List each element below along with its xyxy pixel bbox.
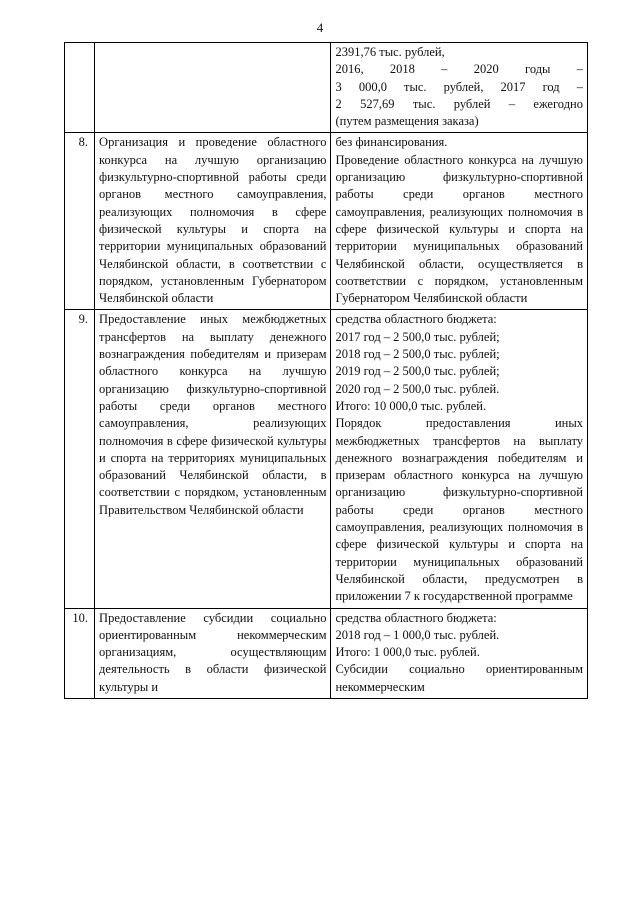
row-name: Предоставление иных межбюджетных трансфертов на выплату денежного вознаграждения победителям и призерам областного конкурса на лучшую организацию физкультурно-спортивной работы среди органов местного самоуправления, реализующих полномочия в сфере физической культуры и спорта на территориях муниципальных образований Челябинской области, в соответствии с порядком, установленным Правительством Челябинской области [95,310,331,608]
row-name-cell [95,43,331,133]
desc-line: 2019 год – 2 500,0 тыс. рублей; [335,364,500,379]
row-name: Организация и проведение областного конкурса на лучшую организацию физкультурно-спортивной работы среди органов местного самоуправления, реализующих полномочия в сфере физической культуры и спорта на территории муниципальных образований Челябинской области, в соответствии с порядком, установленным Губернатором Челябинской области [95,133,331,310]
desc-paragraph: Субсидии социально ориентированным некоммерческим [335,662,583,694]
desc-line: 2016, 2018 – 2020 годы – [335,62,583,77]
row-number: 9. [65,310,95,608]
desc-line: средства областного бюджета: [335,312,497,327]
table-row-continued [65,43,588,133]
row-desc-cell [331,310,588,608]
row-number-cell [65,43,95,133]
row-number: 10. [65,608,95,698]
desc-line: 2017 год – 2 500,0 тыс. рублей; [335,329,500,344]
table-row [65,310,588,608]
desc-line: 2020 год – 2 500,0 тыс. рублей. [335,381,500,396]
desc-paragraph: Проведение областного конкурса на лучшую организацию физкультурно-спортивной работы среди органов местного самоуправления, реализующих полномочия в сфере физической культуры и спорта на территории муниципальных образований Челябинской области, осуществляется в соответствии с порядком, установленным Губернатором Челябинской области [335,152,583,306]
table-row [65,608,588,698]
desc-line: 3 000,0 тыс. рублей, 2017 год – [335,79,583,94]
program-table [64,42,588,699]
row-desc-cell [331,608,588,698]
desc-line: (путем размещения заказа) [335,114,479,129]
row-desc-cell [331,43,588,133]
row-number: 8. [65,133,95,310]
desc-paragraph: Порядок предоставления иных межбюджетных трансфертов на выплату денежного вознаграждения победителям и призерам областного конкурса на лучшую организацию физкультурно-спортивной работы среди органов местного самоуправления, реализующих полномочия в сфере физической культуры и спорта на территории муниципальных образований Челябинской области, предусмотрен в приложении 7 к государственной программе [335,416,583,604]
page-number: 4 [316,20,324,35]
desc-line: 2018 год – 2 500,0 тыс. рублей; [335,347,500,362]
desc-line: без финансирования. [335,135,448,150]
desc-line: Итого: 10 000,0 тыс. рублей. [335,398,487,413]
row-desc-cell [331,133,588,310]
row-name: Предоставление субсидии социально ориентированным некоммерческим организациям, осуществляющим деятельность в области физической культуры и [95,608,331,698]
desc-line: 2391,76 тыс. рублей, [335,45,445,59]
desc-line: 2 527,69 тыс. рублей – ежегодно [335,96,583,111]
table-row [65,133,588,310]
desc-line: средства областного бюджета: [335,610,497,625]
desc-line: Итого: 1 000,0 тыс. рублей. [335,645,480,660]
desc-line: 2018 год – 1 000,0 тыс. рублей. [335,627,500,642]
